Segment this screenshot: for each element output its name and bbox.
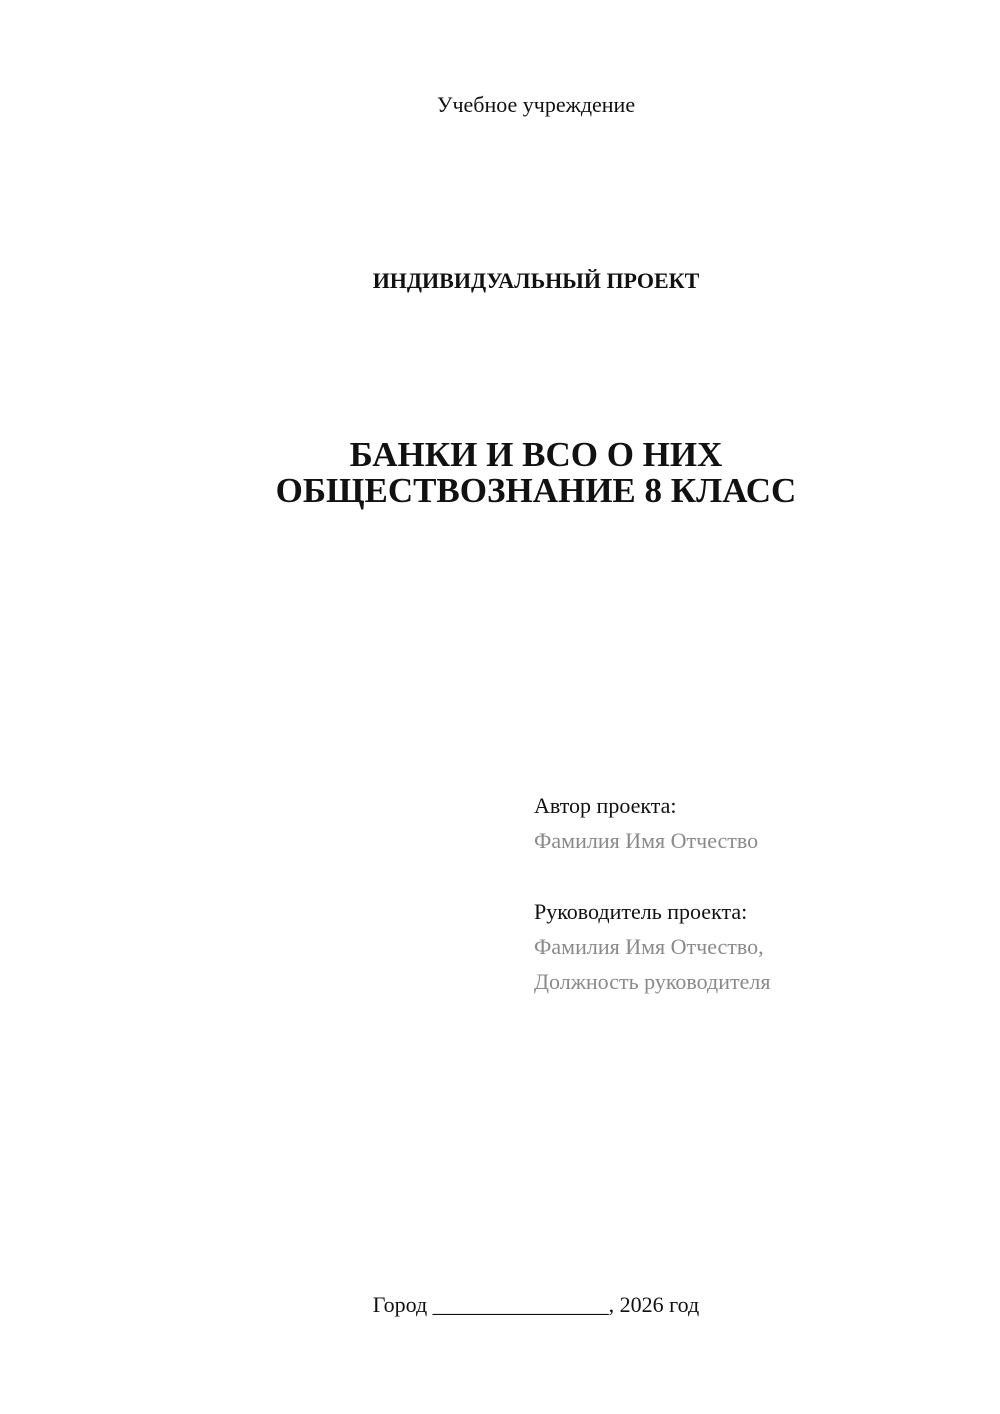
supervisor-name: Фамилия Имя Отчество, (534, 934, 764, 959)
supervisor-position: Должность руководителя (534, 969, 771, 994)
author-label: Автор проекта: (534, 793, 677, 818)
project-title (0, 437, 1000, 509)
institution-name: Учебное учреждение (436, 92, 636, 117)
author-name: Фамилия Имя Отчество (534, 828, 759, 853)
city-year-line: Город ________________, 2026 год (372, 1292, 700, 1317)
credits-spacer (534, 858, 974, 894)
project-type-heading: ИНДИВИДУАЛЬНЫЙ ПРОЕКТ (372, 268, 700, 293)
project-title-line-1: БАНКИ И ВСО О НИХ (349, 435, 723, 474)
credits-block (534, 788, 974, 999)
supervisor-label: Руководитель проекта: (534, 899, 748, 924)
project-title-line-2: ОБЩЕСТВОЗНАНИЕ 8 КЛАСС (275, 471, 797, 510)
